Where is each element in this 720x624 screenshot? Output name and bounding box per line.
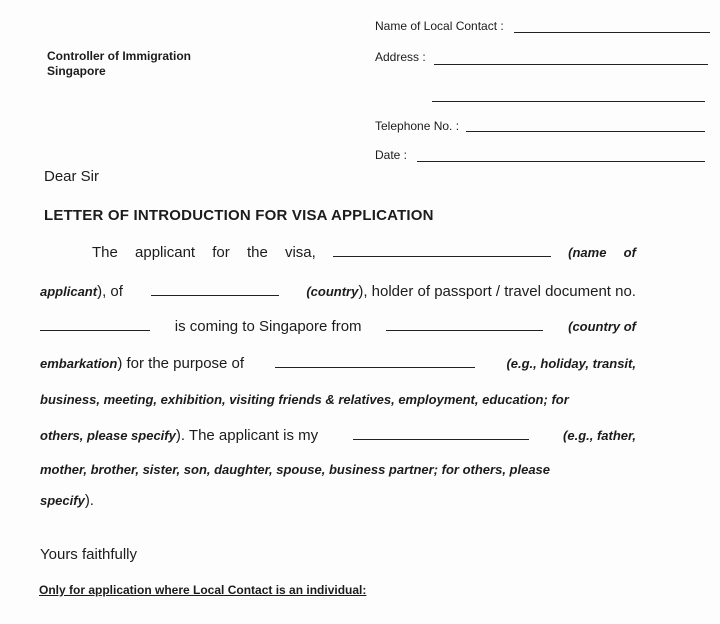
address-field-line-2[interactable] [432,101,705,102]
body-text: ). The applicant is my [175,427,319,444]
recipient-block [47,49,191,79]
body-line-5 [40,392,636,407]
body-text: ) for the purpose of [117,355,245,372]
body-hint: of [623,245,636,260]
body-text: visa, [284,244,316,261]
body-line-3 [40,318,636,335]
letter-title: LETTER OF INTRODUCTION FOR VISA APPLICATION [44,207,434,224]
salutation: Dear Sir [44,168,100,185]
embarkation-country-field[interactable] [386,318,543,331]
body-text: ), holder of passport / travel document no. [358,283,636,300]
telephone-field[interactable] [466,131,705,132]
address-field-line-1[interactable] [434,64,708,65]
body-hint: embarkation [40,356,118,371]
date-field[interactable] [417,161,705,162]
body-hint: specify [40,493,85,508]
body-text: is coming to Singapore from [174,318,362,335]
recipient-line-1: Controller of Immigration [47,49,191,63]
body-hint: (country [306,284,359,299]
body-text: The [92,244,118,261]
applicant-name-field[interactable] [333,244,551,257]
body-hint: mother, brother, sister, son, daughter, spouse, business partner; for others, please [40,462,551,477]
body-hint: applicant [40,284,98,299]
body-line-7 [40,462,636,477]
body-text: ), of [97,283,123,300]
date-label: Date : [375,148,408,162]
telephone-label: Telephone No. : [375,119,460,133]
body-text: applicant [135,244,196,261]
body-line-1 [92,244,636,261]
recipient-line-2: Singapore [47,64,106,78]
body-line-4 [40,355,636,372]
local-contact-name-label: Name of Local Contact : [375,19,504,33]
body-line-6 [40,427,636,444]
country-field[interactable] [151,283,279,296]
individual-contact-note: Only for application where Local Contact is an individual: [39,583,367,597]
body-hint: (e.g., father, [563,428,636,443]
body-line-8 [40,492,94,509]
local-contact-name-field[interactable] [514,32,710,33]
body-line-2 [40,283,636,300]
closing: Yours faithfully [40,546,138,563]
purpose-field[interactable] [275,355,475,368]
address-label: Address : [375,50,426,64]
body-hint: others, please specify [40,428,176,443]
relationship-field[interactable] [353,427,529,440]
body-hint: (country of [568,319,636,334]
passport-number-field[interactable] [40,318,150,331]
body-text: ). [84,492,94,509]
body-text: the [246,244,268,261]
body-hint: business, meeting, exhibition, visiting friends & relatives, employment, education; for [40,392,569,407]
body-text: for [212,244,230,261]
body-hint: (e.g., holiday, transit, [506,356,636,371]
body-hint: (name [568,245,607,260]
